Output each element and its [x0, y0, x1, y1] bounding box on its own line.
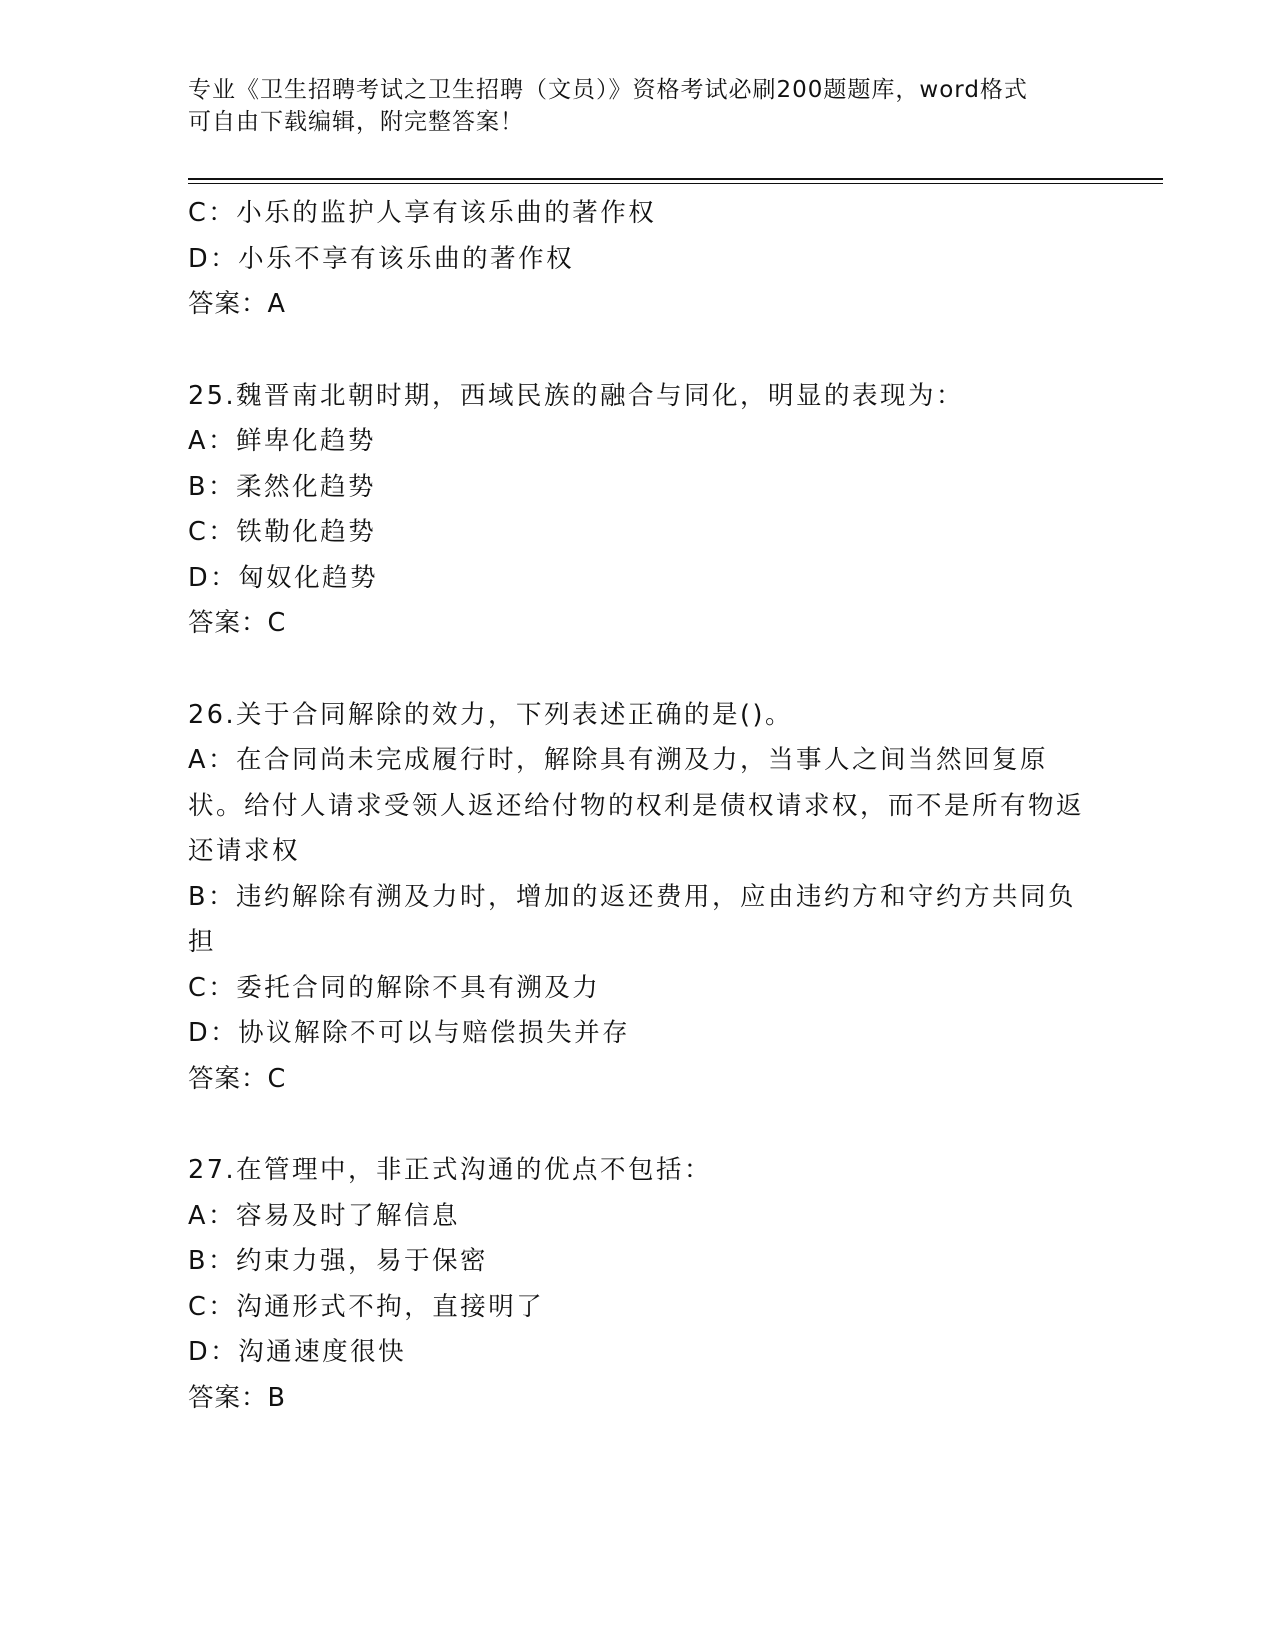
answer: 答案：B — [188, 1382, 286, 1413]
document-header — [188, 74, 1088, 138]
question-26 — [188, 693, 1093, 1103]
option-d: D：沟通速度很快 — [188, 1337, 407, 1367]
question-25 — [188, 374, 1093, 647]
option-b: B：违约解除有溯及力时，增加的返还费用，应由违约方和守约方共同负担 — [188, 881, 1076, 957]
option-c: C：委托合同的解除不具有溯及力 — [188, 972, 601, 1003]
spacer — [188, 1102, 1093, 1148]
header-line-1: 专业《卫生招聘考试之卫生招聘（文员）》资格考试必刷200题题库，word格式 — [188, 77, 1028, 103]
answer: 答案：C — [188, 1063, 287, 1094]
header-line-2: 可自由下载编辑，附完整答案！ — [188, 109, 524, 135]
option-a: A：在合同尚未完成履行时，解除具有溯及力，当事人之间当然回复原状。给付人请求受领人返还给付物的权利是债权请求权，而不是所有物返还请求权 — [188, 745, 1085, 866]
option-c: C：小乐的监护人享有该乐曲的著作权 — [188, 198, 657, 228]
option-d: D：小乐不享有该乐曲的著作权 — [188, 243, 575, 274]
spacer — [188, 647, 1093, 693]
question-stem: 25.魏晋南北朝时期，西域民族的融合与同化，明显的表现为： — [188, 380, 965, 411]
question-content — [188, 191, 1093, 1421]
option-c: C：沟通形式不拘，直接明了 — [188, 1291, 545, 1322]
option-c: C：铁勒化趋势 — [188, 517, 377, 547]
option-b: B：约束力强，易于保密 — [188, 1246, 488, 1276]
answer: 答案：A — [188, 289, 286, 319]
header-divider-thick — [188, 178, 1163, 180]
answer: 答案：C — [188, 608, 287, 638]
option-b: B：柔然化趋势 — [188, 471, 376, 502]
prev-question-block — [188, 191, 1093, 328]
question-stem: 26.关于合同解除的效力，下列表述正确的是()。 — [188, 699, 793, 730]
question-27 — [188, 1148, 1093, 1421]
option-d: D：匈奴化趋势 — [188, 562, 379, 593]
option-a: A：容易及时了解信息 — [188, 1200, 460, 1231]
option-a: A：鲜卑化趋势 — [188, 426, 376, 456]
header-divider-thin — [188, 183, 1163, 184]
question-stem: 27.在管理中，非正式沟通的优点不包括： — [188, 1155, 713, 1185]
spacer — [188, 328, 1093, 374]
option-d: D：协议解除不可以与赔偿损失并存 — [188, 1018, 631, 1048]
